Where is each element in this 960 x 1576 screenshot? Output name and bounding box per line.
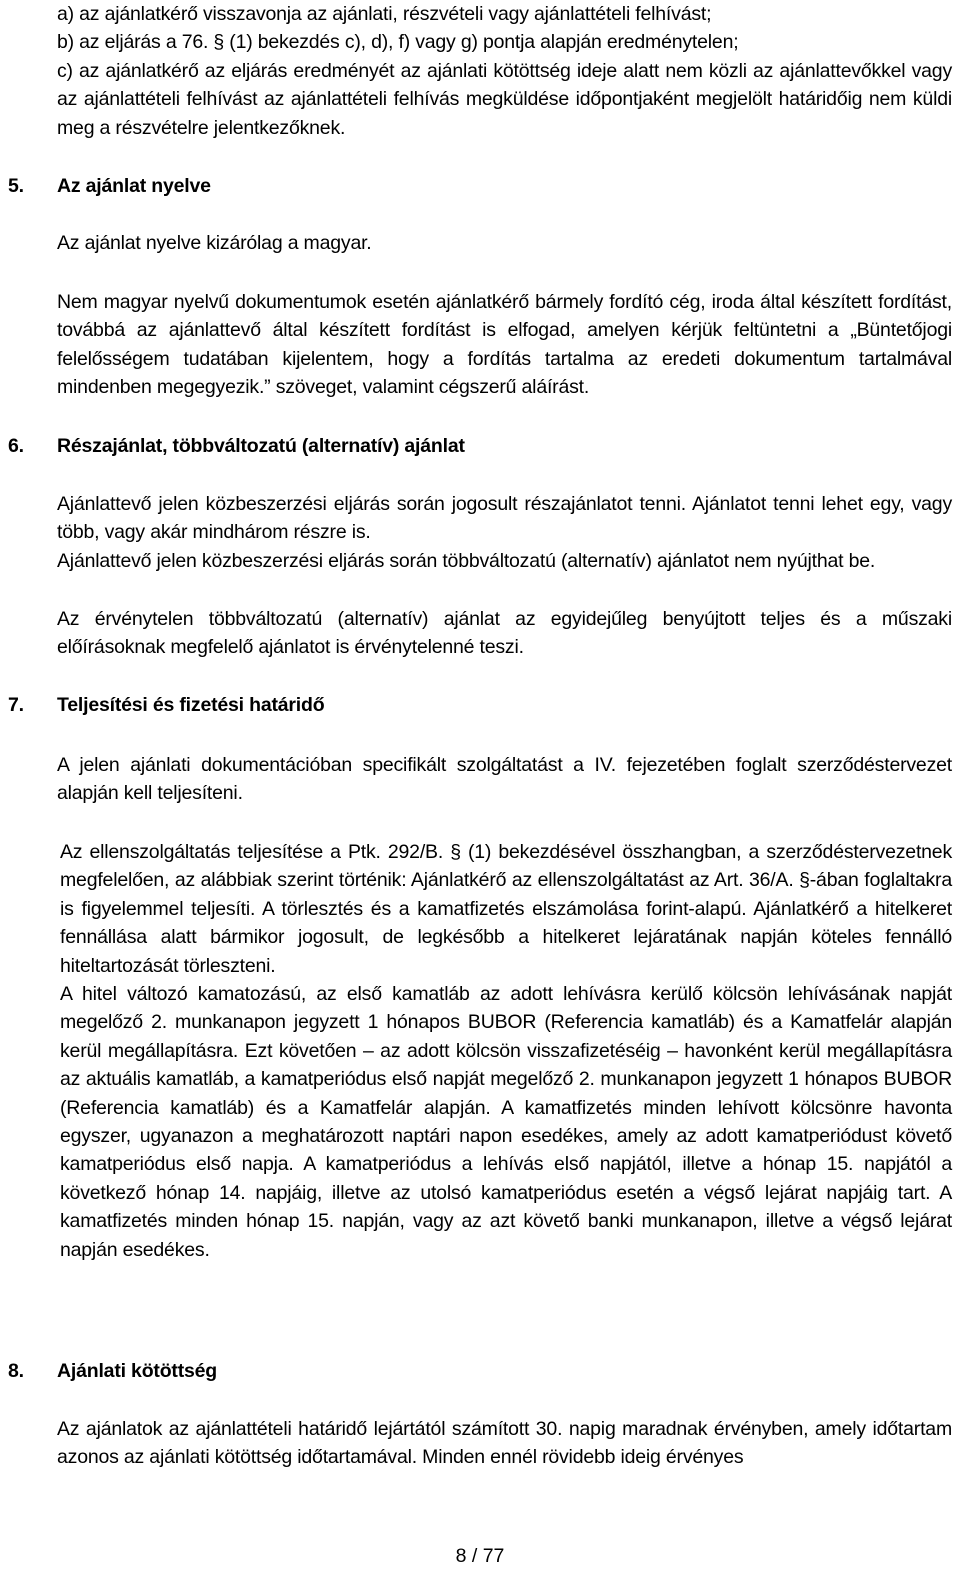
section-5-body	[57, 229, 952, 257]
section-title: Ajánlati kötöttség	[57, 1360, 217, 1382]
section-number: 6.	[8, 435, 24, 457]
section-6-heading	[8, 432, 908, 460]
section-7-heading	[8, 691, 908, 719]
paragraph: Ajánlattevő jelen közbeszerzési eljárás során többváltozatú (alternatív) ajánlatot nem nyújthat be.	[57, 549, 876, 572]
paragraph: Az ajánlatok az ajánlattételi határidő lejártától számított 30. napig maradnak érvényben, amely időtartam azonos az ajánlati kötöttség időtartamával. Minden ennél rövidebb ideig érvényes	[57, 1418, 952, 1469]
page-number: 8 / 77	[455, 1545, 505, 1567]
section-5-heading	[8, 172, 908, 200]
section-title: Részajánlat, többváltozatú (alternatív) ajánlat	[57, 435, 465, 457]
section-title: Az ajánlat nyelve	[57, 175, 211, 197]
section-number: 7.	[8, 694, 24, 716]
section-6-body	[57, 490, 952, 575]
section-8-body	[57, 1415, 952, 1472]
section-5-translation-paragraph	[57, 288, 952, 402]
section-8-heading	[8, 1357, 908, 1385]
paragraph: Az ajánlat nyelve kizárólag a magyar.	[57, 232, 372, 254]
paragraph: A hitel változó kamatozású, az első kamatláb az adott lehívásra kerülő kölcsön lehívásának napját megelőző 2. munkanapon jegyzett 1 hónapos BUBOR (Referencia kamatláb) és a Kamatfelár alapján kerül megállapításra. Ezt követően – az adott kölcsön visszafizetéséig – havonként kerül megállapításra az aktuális kamatláb, a kamatperiódus első napját megelőző 2. munkanapon jegyzett 1 hónapos BUBOR (Referencia kamatláb) és a Kamatfelár alapján. A kamatfizetés minden lehívott kölcsönre havonta egyszer, ugyanazon a meghatározott naptári napon esedékes, amely az adott kamatperiódust követő kamatperiódus első napja. A kamatperiódus a lehívás első napjától, illetve a hónap 15. napjától a következő hónap 14. napjáig, illetve az utolsó kamatperiódus esetén a végső lejárat napjáig tart. A kamatfizetés minden hónap 15. napján, vagy az azt követő banki munkanapon, illetve a végső lejárat napján esedékes.	[60, 983, 952, 1261]
section-title: Teljesítési és fizetési határidő	[57, 694, 325, 716]
list-item-b: b) az eljárás a 76. § (1) bekezdés c), d), f) vagy g) pontja alapján eredménytelen;	[57, 31, 739, 54]
section-7-payment-terms	[60, 838, 952, 1264]
section-number: 5.	[8, 175, 24, 197]
section-6-alternative-paragraph	[57, 605, 952, 662]
paragraph: Az ellenszolgáltatás teljesítése a Ptk. 292/B. § (1) bekezdésével összhangban, a szerződéstervezetnek megfelelően, az alábbiak szerint történik: Ajánlatkérő az ellenszolgáltatást az Art. 36/A. §-ában foglaltakra is figyelemmel teljesíti. A törlesztés és a kamatfizetés elszámolása forint-alapú. Ajánlatkérő a hitelkeret fennállása alatt bármikor jogosult, de legkésőbb a hitelkeret lejáratának napján köteles fennálló hiteltartozását törleszteni.	[60, 841, 952, 977]
list-item-c: c) az ajánlatkérő az eljárás eredményét az ajánlati kötöttség ideje alatt nem közli az ajánlattevőkkel vagy az ajánlattételi felhívást az ajánlattételi felhívás megküldése időpontjaként megjelölt határidőig nem küldi meg a részvételre jelentkezőknek.	[57, 59, 952, 139]
section-number: 8.	[8, 1360, 24, 1382]
top-list	[57, 0, 952, 142]
paragraph: Az érvénytelen többváltozatú (alternatív) ajánlat az egyidejűleg benyújtott teljes és a műszaki előírásoknak megfelelő ajánlatot is érvénytelenné teszi.	[57, 608, 952, 659]
list-item-a: a) az ajánlatkérő visszavonja az ajánlati, részvételi vagy ajánlattételi felhívást;	[57, 3, 712, 25]
paragraph: Ajánlattevő jelen közbeszerzési eljárás során jogosult részajánlatot tenni. Ajánlatot tenni lehet egy, vagy több, vagy akár mindhárom részre is.	[57, 493, 952, 544]
section-7-body	[57, 751, 952, 808]
paragraph: A jelen ajánlati dokumentációban specifikált szolgáltatást a IV. fejezetében foglalt szerződéstervezet alapján kell teljesíteni.	[57, 754, 952, 805]
paragraph: Nem magyar nyelvű dokumentumok esetén ajánlatkérő bármely fordító cég, iroda által készített fordítást, továbbá az ajánlattevő által készített fordítást is elfogad, amelyen kérjük feltüntetni a „Büntetőjogi felelősségem tudatában kijelentem, hogy a fordítás tartalma az eredeti dokumentum tartalmával mindenben megegyezik.” szöveget, valamint cégszerű aláírást.	[57, 291, 952, 399]
